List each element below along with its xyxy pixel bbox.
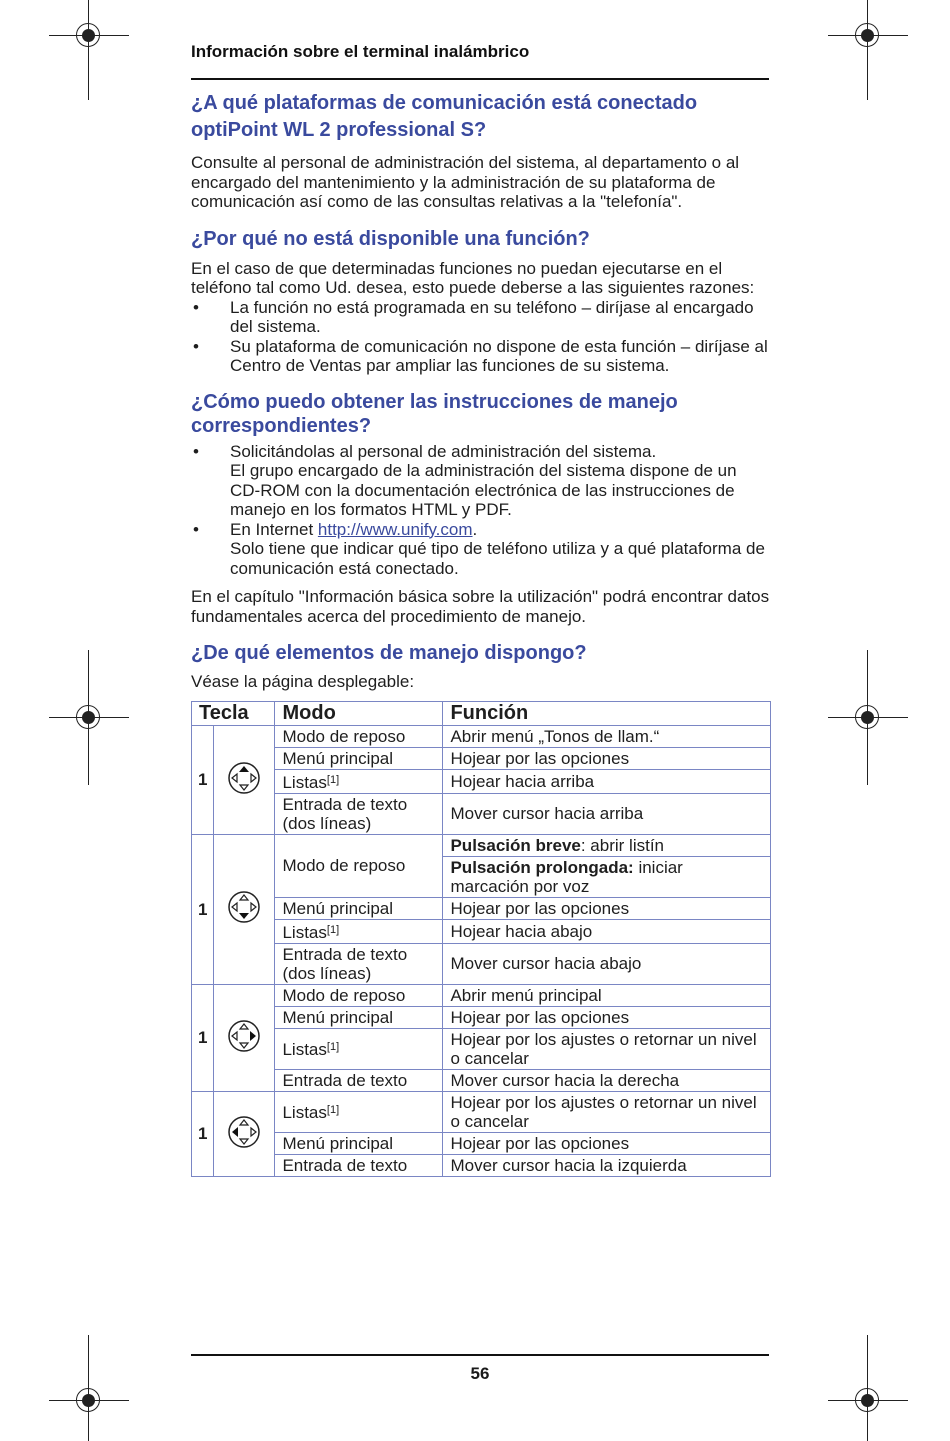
list-item: • Solicitándolas al personal de administración del sistema. El grupo encargado de la administración del sistema dispone de un CD-ROM con la documentación electrónica de las instrucciones de manejo en los formatos HTML y PDF. xyxy=(193,441,737,519)
table-row xyxy=(192,834,771,856)
crop-mark-bottom-left xyxy=(49,1361,129,1441)
table-row xyxy=(192,1091,771,1132)
internet-prefix: En Internet xyxy=(230,519,318,539)
mode-text: Listas xyxy=(282,1040,327,1059)
header-mode: Modo xyxy=(275,701,443,725)
controls-table xyxy=(191,701,771,1177)
navigation-down-icon xyxy=(214,834,275,984)
short-press-label: Pulsación breve xyxy=(450,835,581,855)
mode-cell: Modo de reposo xyxy=(275,984,443,1006)
mode-cell: Menú principal xyxy=(275,747,443,769)
section-text-function-unavailable: En el caso de que determinadas funciones no puedan ejecutarse en el teléfono tal como Ud. desea, esto puede deberse a las siguientes razones: xyxy=(191,258,755,297)
mode-cell xyxy=(275,769,443,793)
function-cell: Hojear por las opciones xyxy=(443,1006,771,1028)
mode-cell: Modo de reposo xyxy=(275,834,443,897)
crop-line-left-upper xyxy=(88,0,89,100)
function-cell: Hojear por las opciones xyxy=(443,897,771,919)
function-cell: Hojear por los ajustes o retornar un nivel o cancelar xyxy=(443,1091,771,1132)
section-title-platforms: ¿A qué plataformas de comunicación está conectado optiPoint WL 2 professional S? xyxy=(191,92,698,141)
function-cell: Hojear hacia abajo xyxy=(443,919,771,943)
mode-cell: Entrada de texto (dos líneas) xyxy=(275,943,443,984)
short-press-text: : abrir listín xyxy=(580,835,664,855)
crop-line-right-upper xyxy=(867,0,868,100)
key-number: 1 xyxy=(192,725,214,834)
list-item-text: La función no está programada en su teléfono – diríjase al encargado del sistema. xyxy=(230,297,754,336)
crop-mark-bottom-right xyxy=(828,1361,908,1441)
section-title-function-unavailable: ¿Por qué no está disponible una función? xyxy=(191,227,590,250)
table-header-row xyxy=(192,701,771,725)
list-item: • La función no está programada en su teléfono – diríjase al encargado del sistema. xyxy=(193,297,754,336)
table-row xyxy=(192,725,771,747)
header-function: Función xyxy=(443,701,771,725)
table-row xyxy=(192,897,771,919)
mode-cell: Entrada de texto (dos líneas) xyxy=(275,793,443,834)
section-title-instructions: ¿Cómo puedo obtener las instrucciones de manejo correspondientes? xyxy=(191,390,678,437)
navigation-right-icon xyxy=(214,984,275,1091)
function-cell: Abrir menú principal xyxy=(443,984,771,1006)
mode-text: Listas xyxy=(282,772,327,792)
crop-mark-top-left xyxy=(49,0,129,76)
list-item-detail: El grupo encargado de la administración del sistema dispone de un CD-ROM con la documentación electrónica de las instrucciones de manejo en los formatos HTML y PDF. xyxy=(230,461,737,519)
table-row xyxy=(192,1028,771,1069)
navigation-left-icon xyxy=(214,1091,275,1176)
mode-cell xyxy=(275,919,443,943)
unify-website-link[interactable]: http://www.unify.com xyxy=(317,519,473,539)
crop-mark-top-right xyxy=(828,0,908,76)
section-text-platforms: Consulte al personal de administración del sistema, al departamento o al encargado del mantenimiento y la administración de su plataforma de comunicación así como de las consultas relativas a la "telefonía". xyxy=(191,153,740,211)
table-row xyxy=(192,793,771,834)
page-content xyxy=(191,90,771,1177)
long-press-label: Pulsación prolongada: xyxy=(450,857,634,877)
function-cell: Mover cursor hacia la izquierda xyxy=(443,1154,771,1176)
key-number: 1 xyxy=(192,984,214,1091)
function-cell: Mover cursor hacia arriba xyxy=(443,793,771,834)
table-row xyxy=(192,1132,771,1154)
instructions-list xyxy=(191,442,771,579)
mode-cell: Menú principal xyxy=(275,897,443,919)
key-number: 1 xyxy=(192,1091,214,1176)
mode-cell: Menú principal xyxy=(275,1132,443,1154)
list-item-text: Solicitándolas al personal de administración del sistema. xyxy=(230,441,657,461)
section-text-instructions: En el capítulo "Información básica sobre la utilización" podrá encontrar datos fundamentales acerca del procedimiento de manejo. xyxy=(191,587,770,626)
table-row xyxy=(192,747,771,769)
footnote-mark: [1] xyxy=(326,1104,340,1116)
function-cell: Hojear por los ajustes o retornar un nivel o cancelar xyxy=(443,1028,771,1069)
page-number: 56 xyxy=(470,1364,490,1383)
section-text-controls: Véase la página desplegable: xyxy=(191,672,415,691)
footnote-mark: [1] xyxy=(326,923,340,936)
header-key: Tecla xyxy=(192,701,275,725)
crop-line-right-mid xyxy=(867,650,868,785)
crop-mark-mid-right xyxy=(828,678,908,758)
header-rule xyxy=(191,78,769,80)
function-cell: Abrir menú „Tonos de llam.“ xyxy=(443,725,771,747)
navigation-up-icon xyxy=(214,725,275,834)
crop-line-left-mid xyxy=(88,650,89,785)
list-item: • En Internet http://www.unify.com. Solo tiene que indicar qué tipo de teléfono utiliza y a qué plataforma de comunicación está conectado. xyxy=(193,519,765,578)
crop-mark-mid-left xyxy=(49,678,129,758)
table-row xyxy=(192,984,771,1006)
list-item-text: Su plataforma de comunicación no dispone de esta función – diríjase al Centro de Ventas par ampliar las funciones de su sistema. xyxy=(230,336,768,375)
function-cell: Mover cursor hacia la derecha xyxy=(443,1069,771,1091)
table-row xyxy=(192,769,771,793)
footnote-mark: [1] xyxy=(326,773,340,786)
table-row xyxy=(192,943,771,984)
footnote-mark: [1] xyxy=(326,1041,340,1053)
function-cell xyxy=(443,856,771,897)
function-cell: Mover cursor hacia abajo xyxy=(443,943,771,984)
reasons-list xyxy=(191,298,771,376)
function-cell: Hojear hacia arriba xyxy=(443,769,771,793)
footer-rule xyxy=(191,1354,769,1356)
running-header: Información sobre el terminal inalámbrico xyxy=(191,42,530,61)
mode-cell: Entrada de texto xyxy=(275,1069,443,1091)
table-row xyxy=(192,1069,771,1091)
function-cell: Hojear por las opciones xyxy=(443,1132,771,1154)
mode-cell xyxy=(275,1091,443,1132)
long-press-text: iniciar marcación por voz xyxy=(450,857,683,896)
table-row xyxy=(192,1154,771,1176)
internet-suffix: . xyxy=(472,519,478,539)
mode-text: Listas xyxy=(282,922,327,942)
crop-line-right-lower xyxy=(867,1335,868,1435)
mode-cell xyxy=(275,1028,443,1069)
section-title-controls: ¿De qué elementos de manejo dispongo? xyxy=(191,642,587,664)
function-cell xyxy=(443,834,771,856)
list-item-detail: Solo tiene que indicar qué tipo de teléfono utiliza y a qué plataforma de comunicación está conectado. xyxy=(230,539,765,578)
mode-text: Listas xyxy=(282,1103,327,1122)
mode-cell: Modo de reposo xyxy=(275,725,443,747)
key-number: 1 xyxy=(192,834,214,984)
list-item: • Su plataforma de comunicación no dispone de esta función – diríjase al Centro de Ventas par ampliar las funciones de su sistema. xyxy=(193,336,768,375)
crop-line-left-lower xyxy=(88,1335,89,1435)
table-row xyxy=(192,919,771,943)
mode-cell: Menú principal xyxy=(275,1006,443,1028)
table-row xyxy=(192,1006,771,1028)
function-cell: Hojear por las opciones xyxy=(443,747,771,769)
mode-cell: Entrada de texto xyxy=(275,1154,443,1176)
